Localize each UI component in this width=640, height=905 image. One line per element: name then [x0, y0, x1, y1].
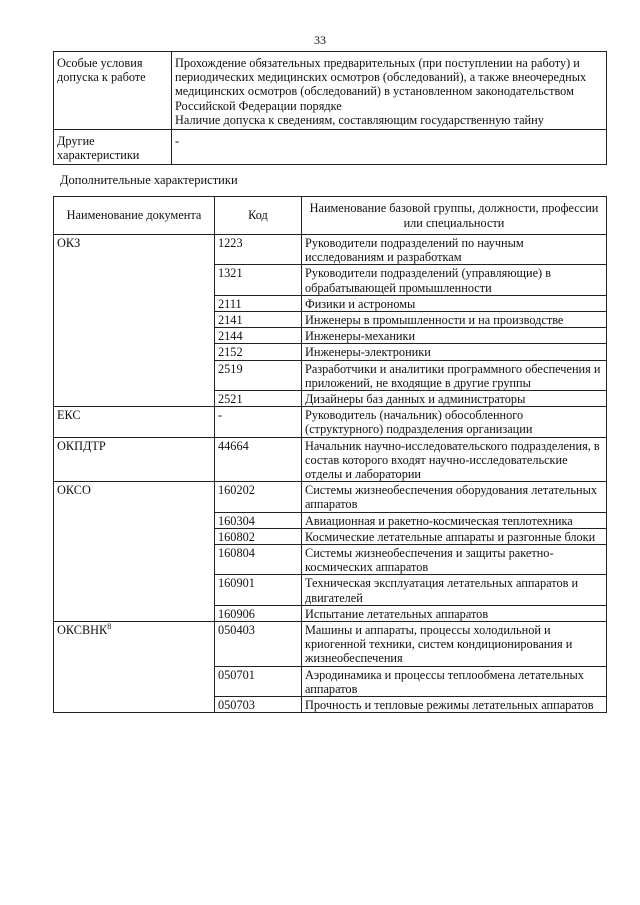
occupation-name-cell: Руководитель (начальник) обособленного (структурного) подразделения организации: [302, 407, 607, 437]
code-cell: 050701: [215, 666, 302, 696]
occupation-name-cell: Прочность и тепловые режимы летательных аппаратов: [302, 697, 607, 713]
occupation-name-cell: Системы жизнеобеспечения оборудования летательных аппаратов: [302, 482, 607, 512]
occupation-name-cell: Начальник научно-исследовательского подразделения, в состав которого входят научно-исследовательские отделы и лаборатории: [302, 437, 607, 482]
occupation-name-cell: Разработчики и аналитики программного обеспечения и приложений, не входящие в другие группы: [302, 360, 607, 390]
occupation-name-cell: Аэродинамика и процессы теплообмена летательных аппаратов: [302, 666, 607, 696]
table-header-row: [54, 197, 607, 235]
document-name-cell: [54, 482, 215, 622]
top-table-row: [54, 130, 607, 165]
occupation-name-cell: Космические летательные аппараты и разгонные блоки: [302, 528, 607, 544]
occupation-name-cell: Руководители подразделений (управляющие) в обрабатывающей промышленности: [302, 265, 607, 295]
code-cell: 160202: [215, 482, 302, 512]
code-cell: 2111: [215, 295, 302, 311]
occupation-name-cell: Системы жизнеобеспечения и защиты ракетно-космических аппаратов: [302, 545, 607, 575]
code-cell: 2141: [215, 312, 302, 328]
document-name: ОКСО: [57, 483, 91, 498]
document-name: ЕКС: [57, 408, 81, 423]
occupation-name-cell: Авиационная и ракетно-космическая теплотехника: [302, 512, 607, 528]
code-cell: 1223: [215, 235, 302, 265]
top-table-value: [172, 52, 607, 130]
document-name: ОКСВНК: [57, 623, 108, 638]
code-cell: 2519: [215, 360, 302, 390]
occupation-name-cell: Инженеры-механики: [302, 328, 607, 344]
document-name: ОКЗ: [57, 236, 81, 250]
footnote-marker: 8: [107, 621, 112, 631]
document-name-cell: [54, 622, 215, 713]
table-row: [54, 235, 607, 265]
header-occupation-name: Наименование базовой группы, должности, профессии или специальности: [302, 197, 607, 235]
code-cell: 2144: [215, 328, 302, 344]
additional-characteristics-table: [53, 196, 607, 713]
table-row: [54, 437, 607, 482]
code-cell: 160802: [215, 528, 302, 544]
code-cell: 160304: [215, 512, 302, 528]
table-row: [54, 482, 607, 512]
code-cell: -: [215, 407, 302, 437]
code-cell: 160804: [215, 545, 302, 575]
code-cell: 160901: [215, 575, 302, 605]
header-code: Код: [215, 197, 302, 235]
code-cell: 160906: [215, 605, 302, 621]
code-cell: 050703: [215, 697, 302, 713]
top-table-value: [172, 130, 607, 165]
occupation-name-cell: Инженеры в промышленности и на производстве: [302, 312, 607, 328]
top-table-row: [54, 52, 607, 130]
occupation-name-cell: Техническая эксплуатация летательных аппаратов и двигателей: [302, 575, 607, 605]
code-cell: 1321: [215, 265, 302, 295]
special-conditions-table: [53, 51, 607, 165]
top-table-value-line: Наличие допуска к сведениям, составляющим государственную тайну: [175, 112, 544, 127]
table-row: [54, 622, 607, 667]
occupation-name-cell: Дизайнеры баз данных и администраторы: [302, 391, 607, 407]
top-table-label: Особые условия допуска к работе: [54, 52, 172, 130]
table-row: [54, 407, 607, 437]
document-name-cell: [54, 407, 215, 437]
document-name: ОКПДТР: [57, 438, 106, 453]
top-table-value-line: Прохождение обязательных предварительных (при поступлении на работу) и периодических медицинских осмотров (обследований), а также внеочередных медицинских осмотров (обследований) в установленном законодательством Российской Федерации порядке: [175, 56, 587, 113]
occupation-name-cell: Инженеры-электроники: [302, 344, 607, 360]
code-cell: 2521: [215, 391, 302, 407]
code-cell: 050403: [215, 622, 302, 667]
code-cell: 2152: [215, 344, 302, 360]
code-cell: 44664: [215, 437, 302, 482]
document-name-cell: [54, 235, 215, 407]
header-document-name: Наименование документа: [54, 197, 215, 235]
occupation-name-cell: Физики и астрономы: [302, 295, 607, 311]
document-name-cell: [54, 437, 215, 482]
occupation-name-cell: Испытание летательных аппаратов: [302, 605, 607, 621]
occupation-name-cell: Руководители подразделений по научным исследованиям и разработкам: [302, 235, 607, 265]
page-number: 33: [314, 33, 326, 47]
top-table-value-line: -: [175, 134, 180, 149]
section-title: Дополнительные характеристики: [60, 173, 238, 187]
occupation-name-cell: Машины и аппараты, процессы холодильной и криогенной техники, систем кондиционирования и жизнеобеспечения: [302, 622, 607, 667]
top-table-label: Другие характеристики: [54, 130, 172, 165]
